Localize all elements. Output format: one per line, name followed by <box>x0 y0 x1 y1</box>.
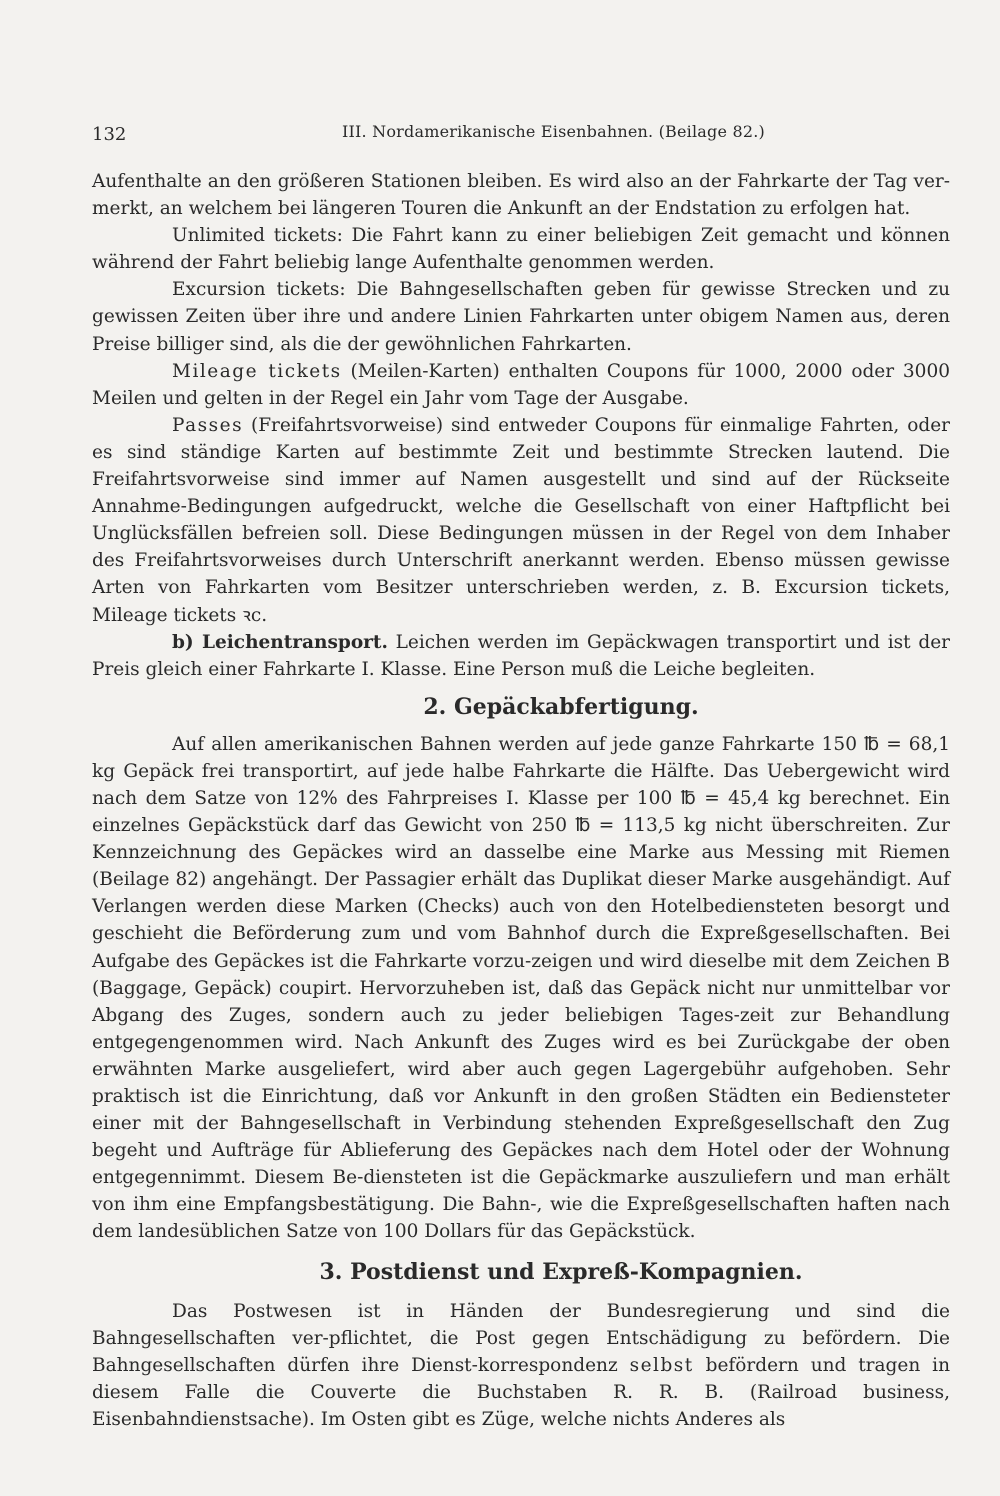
paragraph-text: befördern und tragen in diesem Falle die Couverte die Buchstaben R. R. B. (Railroad business, Eisenbahndienstsache). Im Osten gibt es Züge, welche nichts Anderes als <box>92 1354 950 1430</box>
paragraph-text: Die Fahrt kann zu einer beliebigen Zeit gemacht und können während der Fahrt beliebig lange Aufenthalte genommen werden. <box>92 225 951 274</box>
page-number: 132 <box>92 124 127 145</box>
paragraph-excursion-tickets <box>92 276 950 357</box>
body-text <box>92 168 950 1433</box>
paragraph-postdienst <box>92 1298 950 1433</box>
running-head: III. Nordamerikanische Eisenbahnen. (Beilage 82.) <box>342 122 765 141</box>
term-passes: Passes <box>172 414 244 436</box>
page-header <box>92 120 952 148</box>
term-excursion-tickets: Excursion tickets: <box>172 279 346 301</box>
paragraph-text: (Meilen-Karten) enthalten Coupons für 1000, 2000 oder 3000 Meilen und gelten in der Regel ein Jahr vom Tage der Ausgabe. <box>92 360 950 409</box>
paragraph-text: Auf allen amerikanischen Bahnen werden auf jede ganze Fahrkarte 150 ℔ = 68,1 kg Gepäck frei transportirt, auf jede halbe Fahrkarte die Hälfte. Das Uebergewicht wird nach dem Satze von 12% des Fahrpreises I. Klasse per 100 ℔ = 45,4 kg berechnet. Ein einzelnes Gepäckstück darf das Gewicht von 250 ℔ = 113,5 kg nicht überschreiten. Zur Kennzeichnung des Gepäckes wird an dasselbe eine Marke aus Messing mit Riemen (Beilage 82) angehängt. Der Passagier erhält das Duplikat dieser Marke ausgehändigt. Auf Verlangen werden diese Marken (Checks) auch von den Hotelbediensteten besorgt und geschieht die Beförderung zum und vom Bahnhof durch die Expreßgesellschaften. Bei Aufgabe des Gepäckes ist die Fahrkarte vorzu-zeigen und wird dieselbe mit dem Zeichen B (Baggage, Gepäck) coupirt. Hervorzuheben ist, daß das Gepäck nicht nur unmittelbar vor Abgang des Zuges, sondern auch zu jeder beliebigen Tages-zeit zur Behandlung entgegengenommen wird. Nach Ankunft des Zuges wird es bei Zurückgabe der oben erwähnten Marke ausgeliefert, wird aber auch gegen Lagergebühr aufgehoben. Sehr praktisch ist die Einrichtung, daß vor Ankunft in den großen Städten ein Bediensteter einer mit der Bahngesellschaft in Verbindung stehenden Expreßgesellschaft den Zug begeht und Aufträge für Ablieferung des Gepäckes nach dem Hotel oder der Wohnung entgegennimmt. Diesem Be-diensteten ist die Gepäckmarke auszuliefern und man erhält von ihm eine Empfangsbestätigung. Die Bahn-, wie die Expreßgesellschaften haften nach dem landesüblichen Satze von 100 Dollars für das Gepäckstück. <box>92 733 950 1243</box>
term-mileage-tickets: Mileage tickets <box>172 360 342 382</box>
paragraph-leichentransport <box>92 629 950 683</box>
paragraph-text: Das Postwesen ist in Händen der Bundesregierung und sind die Bahngesellschaften ver-pflichtet, die Post gegen Entschädigung zu befördern. Die Bahngesellschaften dürfen ihre Dienst-korrespondenz <box>92 1300 950 1376</box>
paragraph-continuation <box>92 168 950 222</box>
paragraph-gepaeck <box>92 731 950 1246</box>
paragraph-unlimited-tickets <box>92 222 950 276</box>
paragraph-text: Aufenthalte an den größeren Stationen bleiben. Es wird also an der Fahrkarte der Tag ver-merkt, an welchem bei längeren Touren die Ankunft an der Endstation zu erfolgen hat. <box>92 171 950 220</box>
section-title-postdienst: 3. Postdienst und Expreß-Kompagnien. <box>319 1258 803 1285</box>
emphasis-selbst: selbst <box>629 1354 694 1376</box>
paragraph-text: (Freifahrtsvorweise) sind entweder Coupons für einmalige Fahrten, oder es sind ständige Karten auf bestimmte Zeit und bestimmte Strecken lautend. Die Freifahrtsvorweise sind immer auf Namen ausgestellt und sind auf der Rückseite Annahme-Bedingungen aufgedruckt, welche die Gesellschaft von einer Haftpflicht bei Unglücksfällen befreien soll. Diese Bedingungen müssen in der Regel von dem Inhaber des Freifahrtsvorweises durch Unterschrift anerkannt werden. Ebenso müssen gewisse Arten von Fahrkarten vom Besitzer unterschrieben werden, z. B. Excursion tickets, Mileage tickets ꝛc. <box>92 414 950 626</box>
paragraph-mileage-tickets <box>92 358 950 412</box>
paragraph-passes <box>92 412 950 629</box>
section-title-gepaeckabfertigung: 2. Gepäckabfertigung. <box>423 693 699 720</box>
paragraph-text: Die Bahngesellschaften geben für gewisse Strecken und zu gewissen Zeiten über ihre und andere Linien Fahrkarten unter obigem Namen aus, deren Preise billiger sind, als die der gewöhnlichen Fahrkarten. <box>92 279 950 355</box>
paragraph-text: Leichen werden im Gepäckwagen transportirt und ist der Preis gleich einer Fahrkarte I. Klasse. Eine Person muß die Leiche begleiten. <box>92 631 950 680</box>
term-leichentransport: b) Leichentransport. <box>172 631 388 653</box>
term-unlimited-tickets: Unlimited tickets: <box>172 225 343 247</box>
